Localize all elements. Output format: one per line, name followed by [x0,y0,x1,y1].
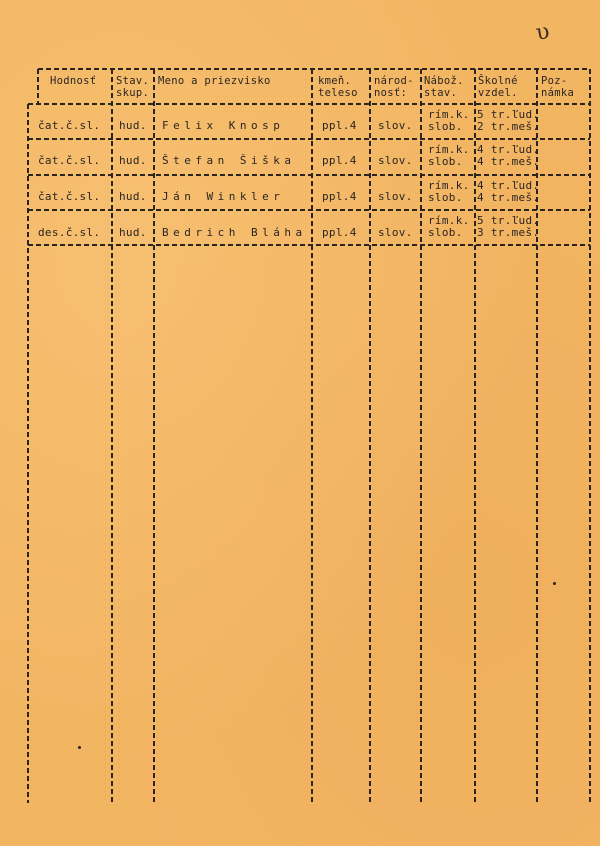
row2-stav: hud. [119,154,147,167]
row4-meno: Bedrich Bláha [162,226,307,239]
row2-kmen: ppl.4 [322,154,357,167]
row2-naboz-line2: slob. [428,155,463,168]
ink-speck [553,582,556,585]
header-stav-line1: Stav. [116,75,150,87]
header-poznamka-line1: Poz- [541,75,568,87]
row3-meno: Ján Winkler [162,190,285,203]
row1-narodnost: slov. [378,119,413,132]
row1-meno: Felix Knosp [162,119,285,132]
header-naboz-line1: Nábož. [424,75,464,87]
row4-hodnost: des.č.sl. [38,226,101,239]
row3-naboz-line2: slob. [428,191,463,204]
row3-vzdel-line2: 4 tr.meš. [477,191,540,204]
header-narodnost-line1: národ- [374,75,414,87]
header-vzdel-line1: Školné [478,75,518,87]
row1-kmen: ppl.4 [322,119,357,132]
row2-narodnost: slov. [378,154,413,167]
row4-naboz-line2: slob. [428,226,463,239]
ink-speck [78,746,81,749]
row3-kmen: ppl.4 [322,190,357,203]
header-narodnost-line2: nosť: [374,87,408,99]
row4-vzdel-line1: 5 tr.ľud. [477,214,540,227]
row2-meno: Štefan Šiška [162,154,296,167]
row2-vzdel-line2: 4 tr.meš. [477,155,540,168]
row1-naboz-line2: slob. [428,120,463,133]
row1-vzdel-line1: 5 tr.ľud. [477,108,540,121]
header-naboz-line2: stav. [424,87,458,99]
row4-vzdel-line2: 3 tr.meš. [477,226,540,239]
header-kmen-line1: kmeň. [318,75,352,87]
header-kmen-line2: teleso [318,87,358,99]
row1-stav: hud. [119,119,147,132]
row2-hodnost: čat.č.sl. [38,154,101,167]
row2-vzdel-line1: 4 tr.ľud. [477,143,540,156]
row4-narodnost: slov. [378,226,413,239]
header-hodnost: Hodnosť [50,75,97,87]
handwritten-mark: υ [533,19,552,46]
row3-hodnost: čat.č.sl. [38,190,101,203]
row1-naboz-line1: rím.k. [428,108,470,121]
row3-naboz-line1: rím.k. [428,179,470,192]
row4-kmen: ppl.4 [322,226,357,239]
row2-naboz-line1: rím.k. [428,143,470,156]
header-vzdel-line2: vzdel. [478,87,518,99]
row4-stav: hud. [119,226,147,239]
row3-narodnost: slov. [378,190,413,203]
header-meno: Meno a priezvisko [158,75,271,87]
header-stav-line2: skup. [116,87,150,99]
row4-naboz-line1: rím.k. [428,214,470,227]
row1-vzdel-line2: 2 tr.meš. [477,120,540,133]
row1-hodnost: čat.č.sl. [38,119,101,132]
row3-stav: hud. [119,190,147,203]
row3-vzdel-line1: 4 tr.ľud. [477,179,540,192]
header-poznamka-line2: námka [541,87,575,99]
